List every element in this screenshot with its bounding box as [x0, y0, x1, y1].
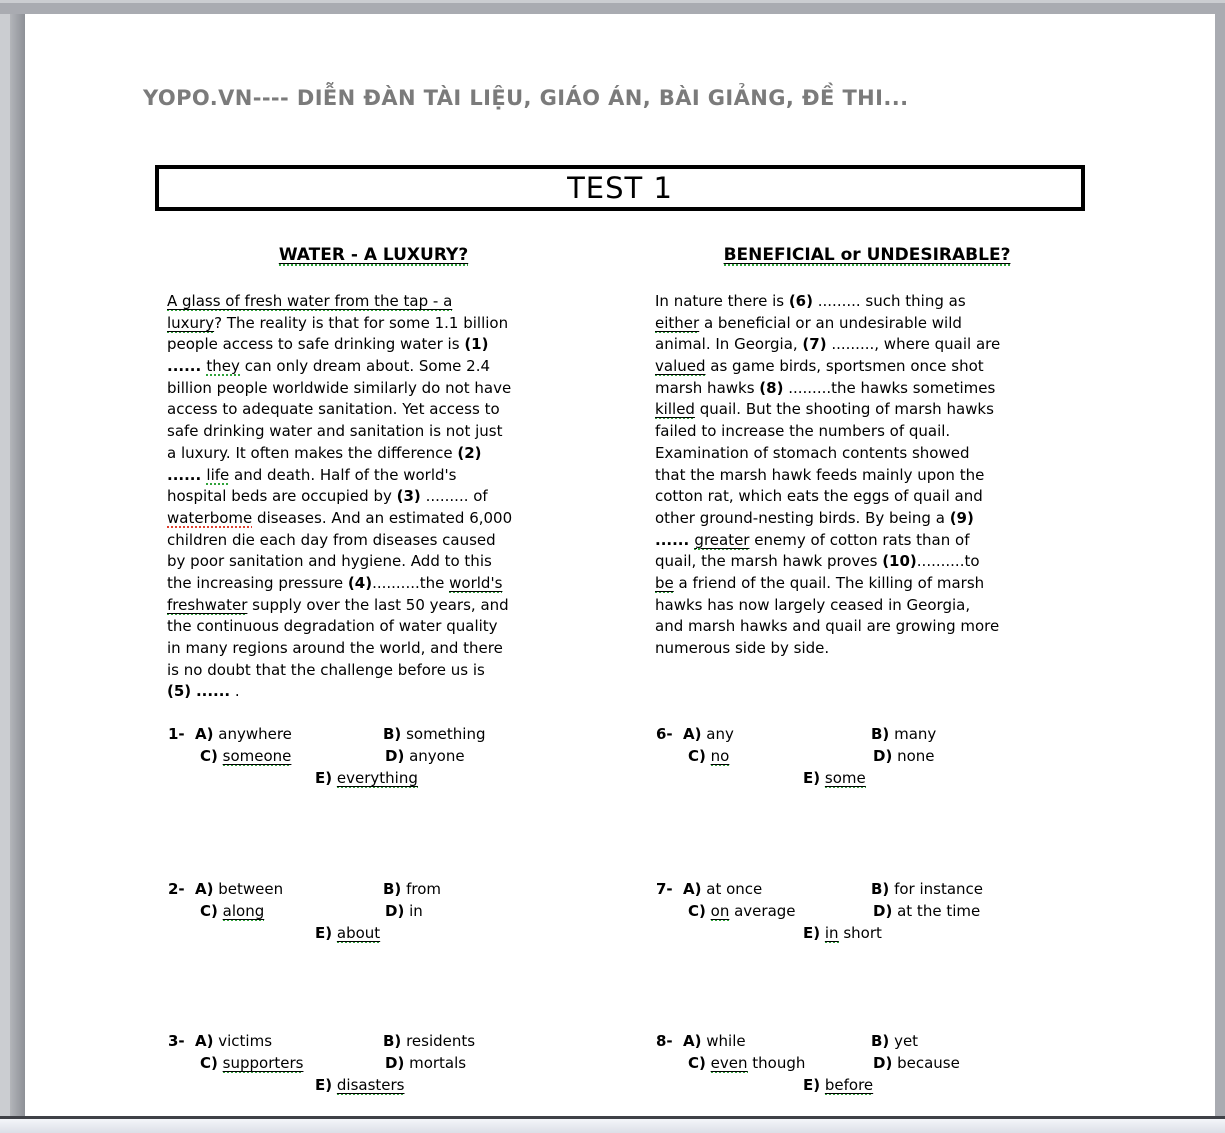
text-segment: and death. Half of the world's — [229, 465, 457, 484]
text-segment: while — [706, 1032, 746, 1050]
text-segment: disasters — [336, 1076, 405, 1094]
text-segment: that the marsh hawk feeds mainly upon the — [655, 465, 985, 484]
option-label: C) — [200, 902, 218, 920]
option-a — [683, 1032, 746, 1050]
passage-line — [167, 291, 587, 313]
passage-line — [167, 443, 587, 465]
text-segment: access to adequate sanitation. Yet access to — [167, 400, 500, 419]
question-row — [168, 880, 598, 902]
question-number: 7- — [656, 880, 673, 898]
passage-line — [167, 616, 587, 638]
option-d — [385, 902, 423, 920]
text-segment: ? The reality is that for some 1.1 billion — [214, 313, 509, 332]
question-row — [168, 902, 598, 924]
question-row — [168, 747, 598, 769]
text-segment: freshwater — [167, 595, 248, 614]
text-segment: greater — [694, 530, 750, 549]
text-segment: is no doubt that the challenge before us is — [167, 660, 485, 679]
option-label: A) — [195, 880, 214, 898]
text-segment: safe drinking water and sanitation is not just — [167, 422, 503, 441]
text-segment: everything — [336, 769, 418, 787]
option-label: A) — [195, 1032, 214, 1050]
option-label: B) — [383, 725, 402, 743]
text-segment: ......... such thing as — [812, 292, 966, 310]
text-segment: yet — [894, 1032, 919, 1050]
passage-1 — [655, 291, 1087, 660]
passage-line — [167, 508, 587, 530]
question-2 — [168, 880, 598, 946]
text-segment: killed — [655, 400, 695, 419]
passage-line — [655, 486, 1087, 508]
question-number: 2- — [168, 880, 185, 898]
passage-line — [655, 291, 1087, 313]
option-label: D) — [873, 902, 893, 920]
question-row — [656, 1076, 1086, 1098]
text-segment: someone — [222, 747, 292, 765]
option-label: E) — [315, 924, 333, 942]
text-segment: In nature there is — [655, 292, 789, 310]
question-row — [656, 769, 1086, 791]
passage-line — [655, 465, 1087, 487]
option-e — [315, 769, 418, 787]
passage-line — [167, 334, 587, 356]
text-segment: they — [206, 357, 240, 376]
text-segment: ...... — [167, 357, 207, 376]
passage-line — [167, 638, 587, 660]
question-row — [168, 769, 598, 791]
document-page — [25, 14, 1215, 1116]
passage-line — [655, 334, 1087, 356]
text-segment: residents — [406, 1032, 476, 1050]
text-segment: along — [222, 902, 265, 920]
option-b — [383, 1032, 475, 1050]
question-7 — [656, 880, 1086, 946]
option-label: C) — [688, 747, 706, 765]
text-segment: any — [706, 725, 734, 743]
passage-line — [655, 638, 1087, 660]
text-segment: from — [406, 880, 441, 898]
passage-line — [655, 356, 1087, 378]
text-segment: in many regions around the world, and there — [167, 639, 503, 657]
option-e — [315, 924, 380, 942]
option-label: B) — [871, 1032, 890, 1050]
text-segment: (7) — [802, 335, 827, 354]
option-label: E) — [315, 769, 333, 787]
text-segment: world's — [449, 573, 503, 592]
option-b — [383, 725, 486, 743]
text-segment: some — [824, 769, 866, 787]
option-c — [688, 747, 729, 765]
right-passage-heading: BENEFICIAL or UNDESIRABLE? — [723, 245, 1011, 265]
text-segment: supply over the last 50 years, and — [247, 595, 509, 614]
status-strip — [0, 1119, 1225, 1133]
option-d — [385, 1054, 466, 1072]
text-segment: (2) — [457, 443, 482, 462]
option-e — [803, 1076, 873, 1094]
option-b — [871, 1032, 918, 1050]
option-d — [385, 747, 465, 765]
text-segment: cotton rat, which eats the eggs of quail and — [655, 487, 983, 506]
option-c — [200, 902, 264, 920]
passage-line — [655, 508, 1087, 530]
text-segment: in — [824, 924, 839, 942]
option-a — [195, 1032, 272, 1050]
option-d — [873, 1054, 960, 1072]
passage-line — [167, 573, 587, 595]
text-segment: be — [655, 573, 674, 592]
text-segment: valued — [655, 357, 706, 376]
text-segment: (6) — [788, 292, 813, 310]
text-segment: (9) — [949, 508, 974, 527]
option-c — [200, 1054, 303, 1072]
passage-line — [655, 378, 1087, 400]
option-label: C) — [200, 747, 218, 765]
text-segment: supporters — [222, 1054, 304, 1072]
option-a — [683, 725, 734, 743]
passage-line — [167, 595, 587, 617]
text-segment: (3) — [396, 487, 421, 506]
question-row — [656, 880, 1086, 902]
option-c — [200, 747, 291, 765]
text-segment: about — [336, 924, 381, 942]
test-title-box — [155, 165, 1085, 211]
text-segment: a beneficial or an undesirable wild — [699, 313, 962, 332]
passage-line — [655, 443, 1087, 465]
window-border-right — [1215, 14, 1225, 1116]
option-label: D) — [385, 747, 405, 765]
text-segment: the continuous degradation of water quality — [167, 617, 498, 636]
passage-0 — [167, 291, 587, 703]
question-row — [656, 725, 1086, 747]
text-segment: between — [218, 880, 284, 898]
option-a — [195, 880, 283, 898]
option-a — [195, 725, 292, 743]
watermark-header: YOPO.VN---- DIỄN ĐÀN TÀI LIỆU, GIÁO ÁN, BÀI GIẢNG, ĐỀ THI... — [143, 86, 909, 110]
option-label: A) — [683, 880, 702, 898]
text-segment: though — [747, 1054, 806, 1072]
option-label: B) — [383, 880, 402, 898]
text-segment: children die each day from diseases caused — [167, 530, 496, 549]
text-segment: a luxury. It often makes the difference — [167, 443, 458, 462]
text-segment: because — [897, 1054, 960, 1072]
question-row — [656, 902, 1086, 924]
passage-line — [167, 399, 587, 421]
passage-line — [655, 573, 1087, 595]
question-row — [656, 924, 1086, 946]
passage-line — [167, 551, 587, 573]
text-segment: and marsh hawks and quail are growing more — [655, 617, 1000, 636]
option-label: D) — [873, 1054, 893, 1072]
passage-line — [167, 421, 587, 443]
text-segment: . — [230, 682, 240, 701]
text-segment: waterbome — [167, 508, 253, 527]
text-segment: anyone — [409, 747, 465, 765]
question-row — [656, 747, 1086, 769]
text-segment: failed to increase the numbers of quail. — [655, 422, 951, 441]
text-segment: ........., where quail are — [826, 335, 1001, 354]
text-segment: short — [838, 924, 882, 942]
text-segment: ..........to — [916, 552, 980, 571]
passage-line — [655, 313, 1087, 335]
option-label: E) — [803, 1076, 821, 1094]
text-segment: quail, the marsh hawk proves — [655, 552, 883, 571]
text-segment: life — [206, 465, 230, 484]
text-segment: in — [409, 902, 423, 920]
window-border-left — [10, 14, 25, 1116]
text-segment: either — [655, 313, 700, 332]
option-label: D) — [873, 747, 893, 765]
text-segment: something — [406, 725, 486, 743]
text-segment: the increasing pressure — [167, 573, 348, 592]
text-segment: (5) — [167, 682, 192, 701]
option-e — [803, 769, 866, 787]
option-label: A) — [683, 725, 702, 743]
text-segment: numerous side by side. — [655, 639, 830, 657]
option-label: D) — [385, 1054, 405, 1072]
text-segment: billion people worldwide similarly do not have — [167, 378, 512, 397]
text-segment: marsh hawks — [655, 378, 760, 397]
option-label: C) — [200, 1054, 218, 1072]
text-segment: a friend of the quail. The killing of marsh — [673, 573, 985, 592]
question-number: 6- — [656, 725, 673, 743]
question-row — [168, 725, 598, 747]
option-label: E) — [803, 769, 821, 787]
text-segment: other ground-nesting birds. By being a — [655, 508, 950, 527]
question-6 — [656, 725, 1086, 791]
passage-line — [655, 616, 1087, 638]
question-row — [168, 1076, 598, 1098]
option-label: C) — [688, 1054, 706, 1072]
option-d — [873, 902, 980, 920]
option-label: A) — [683, 1032, 702, 1050]
left-passage-heading: WATER - A LUXURY? — [278, 245, 469, 265]
text-segment: at once — [706, 880, 763, 898]
text-segment: even — [710, 1054, 748, 1072]
text-segment: for instance — [894, 880, 984, 898]
text-segment: ...... — [195, 682, 231, 701]
text-segment: ..........the — [372, 573, 450, 592]
option-label: A) — [195, 725, 214, 743]
text-segment: can only dream about. Some 2.4 — [239, 357, 491, 376]
question-number: 3- — [168, 1032, 185, 1050]
option-d — [873, 747, 935, 765]
question-row — [656, 1032, 1086, 1054]
question-number: 1- — [168, 725, 185, 743]
test-title: TEST 1 — [567, 171, 673, 205]
text-segment: ...... — [167, 465, 207, 484]
option-label: B) — [871, 725, 890, 743]
text-segment: people access to safe drinking water is — [167, 335, 465, 354]
option-label: E) — [315, 1076, 333, 1094]
text-segment: Examination of stomach contents showed — [655, 443, 970, 462]
question-3 — [168, 1032, 598, 1098]
question-1 — [168, 725, 598, 791]
option-b — [871, 725, 936, 743]
option-b — [871, 880, 983, 898]
text-segment: quail. But the shooting of marsh hawks — [694, 400, 994, 419]
option-c — [688, 902, 796, 920]
option-label: E) — [803, 924, 821, 942]
passage-line — [167, 378, 587, 400]
option-e — [315, 1076, 405, 1094]
passage-line — [167, 681, 587, 703]
text-segment: mortals — [409, 1054, 467, 1072]
question-row — [656, 1054, 1086, 1076]
option-label: C) — [688, 902, 706, 920]
passage-line — [167, 313, 587, 335]
passage-line — [167, 486, 587, 508]
text-segment: none — [897, 747, 935, 765]
text-segment: enemy of cotton rats than of — [749, 530, 970, 549]
text-segment: luxury — [167, 313, 215, 332]
text-segment: ...... — [655, 530, 695, 549]
text-segment: .........the hawks sometimes — [783, 378, 996, 397]
passage-line — [167, 465, 587, 487]
text-segment: A glass of fresh water from the tap - a — [167, 292, 453, 310]
text-segment: victims — [218, 1032, 273, 1050]
passage-line — [167, 660, 587, 682]
text-segment: (10) — [882, 552, 917, 571]
option-label: D) — [385, 902, 405, 920]
text-segment: ......... of — [420, 487, 488, 506]
text-segment: by poor sanitation and hygiene. Add to this — [167, 552, 492, 571]
option-e — [803, 924, 882, 942]
question-row — [168, 1054, 598, 1076]
option-label: B) — [871, 880, 890, 898]
text-segment: average — [729, 902, 796, 920]
passage-line — [167, 356, 587, 378]
text-segment: hospital beds are occupied by — [167, 487, 397, 506]
passage-line — [655, 421, 1087, 443]
window-border-top — [0, 3, 1225, 14]
question-8 — [656, 1032, 1086, 1098]
text-segment: as game birds, sportsmen once shot — [705, 357, 984, 376]
question-row — [168, 924, 598, 946]
text-segment: diseases. And an estimated 6,000 — [252, 508, 513, 527]
text-segment: hawks has now largely ceased in Georgia, — [655, 595, 971, 614]
text-segment: on — [710, 902, 730, 920]
passage-line — [655, 399, 1087, 421]
text-segment: at the time — [897, 902, 981, 920]
text-segment: (8) — [759, 378, 784, 397]
passage-line — [655, 551, 1087, 573]
option-a — [683, 880, 762, 898]
question-row — [168, 1032, 598, 1054]
option-label: B) — [383, 1032, 402, 1050]
text-segment: animal. In Georgia, — [655, 335, 803, 354]
passage-line — [655, 530, 1087, 552]
text-segment: anywhere — [218, 725, 292, 743]
text-segment: (1) — [464, 335, 489, 354]
text-segment: before — [824, 1076, 874, 1094]
question-number: 8- — [656, 1032, 673, 1050]
text-segment: no — [710, 747, 730, 765]
option-c — [688, 1054, 805, 1072]
text-segment: many — [894, 725, 937, 743]
passage-line — [167, 530, 587, 552]
passage-line — [655, 595, 1087, 617]
text-segment: (4) — [347, 573, 373, 592]
option-b — [383, 880, 441, 898]
